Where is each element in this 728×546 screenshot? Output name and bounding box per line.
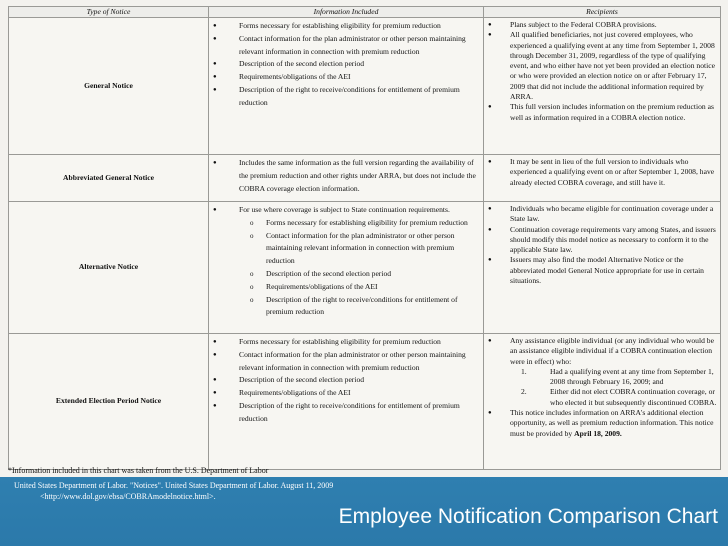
list-item: ● Forms necessary for establishing eligibility for premium reduction (209, 20, 480, 33)
sub-list-item: o Forms necessary for establishing eligibility for premium reduction (239, 217, 480, 230)
sub-list-item: o Contact information for the plan administrator or other person maintaining relevant information in connection with premium reduction (239, 230, 480, 268)
table-row (9, 334, 721, 470)
citation-line: United States Department of Labor. "Notices". United States Department of Labor. August 11, 2009 (14, 481, 334, 490)
list-item: ● Individuals who became eligible for continuation coverage under a State law. (484, 204, 717, 225)
list-item (484, 336, 717, 408)
list-item: ● Description of the second election period (209, 58, 480, 71)
list-item: ● Forms necessary for establishing eligibility for premium reduction (209, 336, 480, 349)
info-cell (209, 202, 484, 334)
recipients-cell (484, 155, 721, 202)
header-row (9, 7, 721, 18)
citation-url: <http://www.dol.gov/ebsa/COBRAmodelnotice.html>. (40, 492, 216, 501)
sub-list-item: o Description of the second election period (239, 268, 480, 281)
list-item: ● Contact information for the plan administrator or other person maintaining relevant information in connection with premium reduction (209, 349, 480, 375)
list-item: ● Description of the second election period (209, 374, 480, 387)
notice-type: General Notice (9, 18, 209, 155)
list-item: ● Includes the same information as the full version regarding the availability of the premium reduction and other rights under ARRA, but does not include the COBRA coverage election information. (209, 157, 480, 195)
list-item: ● Contact information for the plan administrator or other person maintaining relevant information in connection with premium reduction (209, 33, 480, 59)
info-cell (209, 155, 484, 202)
item-text: Either did not elect COBRA continuation coverage, or who elected it but subsequently discontinued COBRA. (550, 387, 717, 407)
list-item: ● This full version includes information on the premium reduction as well as information required in a COBRA election notice. (484, 102, 717, 123)
rec-lead: Any assistance eligible individual (or any individual who would be an assistance eligible individual if a COBRA continuation election were in effect) who: (510, 336, 714, 366)
table-row (9, 18, 721, 155)
list-item: ● Continuation coverage requirements vary among States, and issuers should modify this model notice as necessary to conform it to the applicable State law. (484, 225, 717, 256)
item-number: 1. (521, 366, 527, 376)
page-title: Employee Notification Comparison Chart (338, 505, 718, 528)
table-row (9, 155, 721, 202)
list-item (484, 408, 717, 439)
sub-list-item: o Requirements/obligations of the AEI (239, 281, 480, 294)
deadline-date: April 18, 2009. (574, 428, 622, 438)
header-recipients: Recipients (484, 7, 721, 18)
table-row (9, 202, 721, 334)
numbered-item (510, 367, 717, 388)
list-item: ● Description of the right to receive/conditions for entitlement of premium reduction (209, 84, 480, 110)
rec-tail: This notice includes information on ARRA's additional election opportunity, as well as premium reduction information. This notice must be provided by (510, 408, 714, 438)
notice-type: Abbreviated General Notice (9, 155, 209, 202)
info-cell (209, 334, 484, 470)
item-text: Had a qualifying event at any time from September 1, 2008 through February 16, 2009; and (550, 366, 714, 387)
header-type: Type of Notice (9, 7, 209, 18)
list-item: ● Requirements/obligations of the AEI (209, 71, 480, 84)
header-info: Information Included (209, 7, 484, 18)
list-item: ● All qualified beneficiaries, not just covered employees, who experienced a qualifying event at any time from September 1, 2008 through December 31, 2009, regardless of the type of qualifying event, and who either have not yet been provided an election notice or who were provided an election notice on or after February 17, 2009 that did not include the additional information required by ARRA. (484, 30, 717, 102)
recipients-cell (484, 334, 721, 470)
recipients-cell (484, 202, 721, 334)
footnote: *Information included in this chart was taken from the U.S. Department of Labor (8, 466, 269, 475)
list-item: ● Description of the right to receive/conditions for entitlement of premium reduction (209, 400, 480, 426)
notice-type: Extended Election Period Notice (9, 334, 209, 470)
comparison-table (8, 6, 721, 470)
info-cell (209, 18, 484, 155)
numbered-item (510, 387, 717, 408)
sub-list-item: o Description of the right to receive/conditions for entitlement of premium reduction (239, 294, 480, 320)
notice-type: Alternative Notice (9, 202, 209, 334)
list-item: ● It may be sent in lieu of the full version to individuals who experienced a qualifying event on or after September 1, 2008, have already elected COBRA coverage, and still have it. (484, 157, 717, 188)
list-item: ● Requirements/obligations of the AEI (209, 387, 480, 400)
recipients-cell (484, 18, 721, 155)
list-item: ● Issuers may also find the model Alternative Notice or the abbreviated model General Notice appropriate for use in certain situations. (484, 255, 717, 286)
item-number: 2. (521, 387, 527, 397)
list-item: ● Plans subject to the Federal COBRA provisions. (484, 20, 717, 30)
list-item (209, 204, 480, 319)
info-lead: For use where coverage is subject to State continuation requirements. (239, 205, 450, 214)
